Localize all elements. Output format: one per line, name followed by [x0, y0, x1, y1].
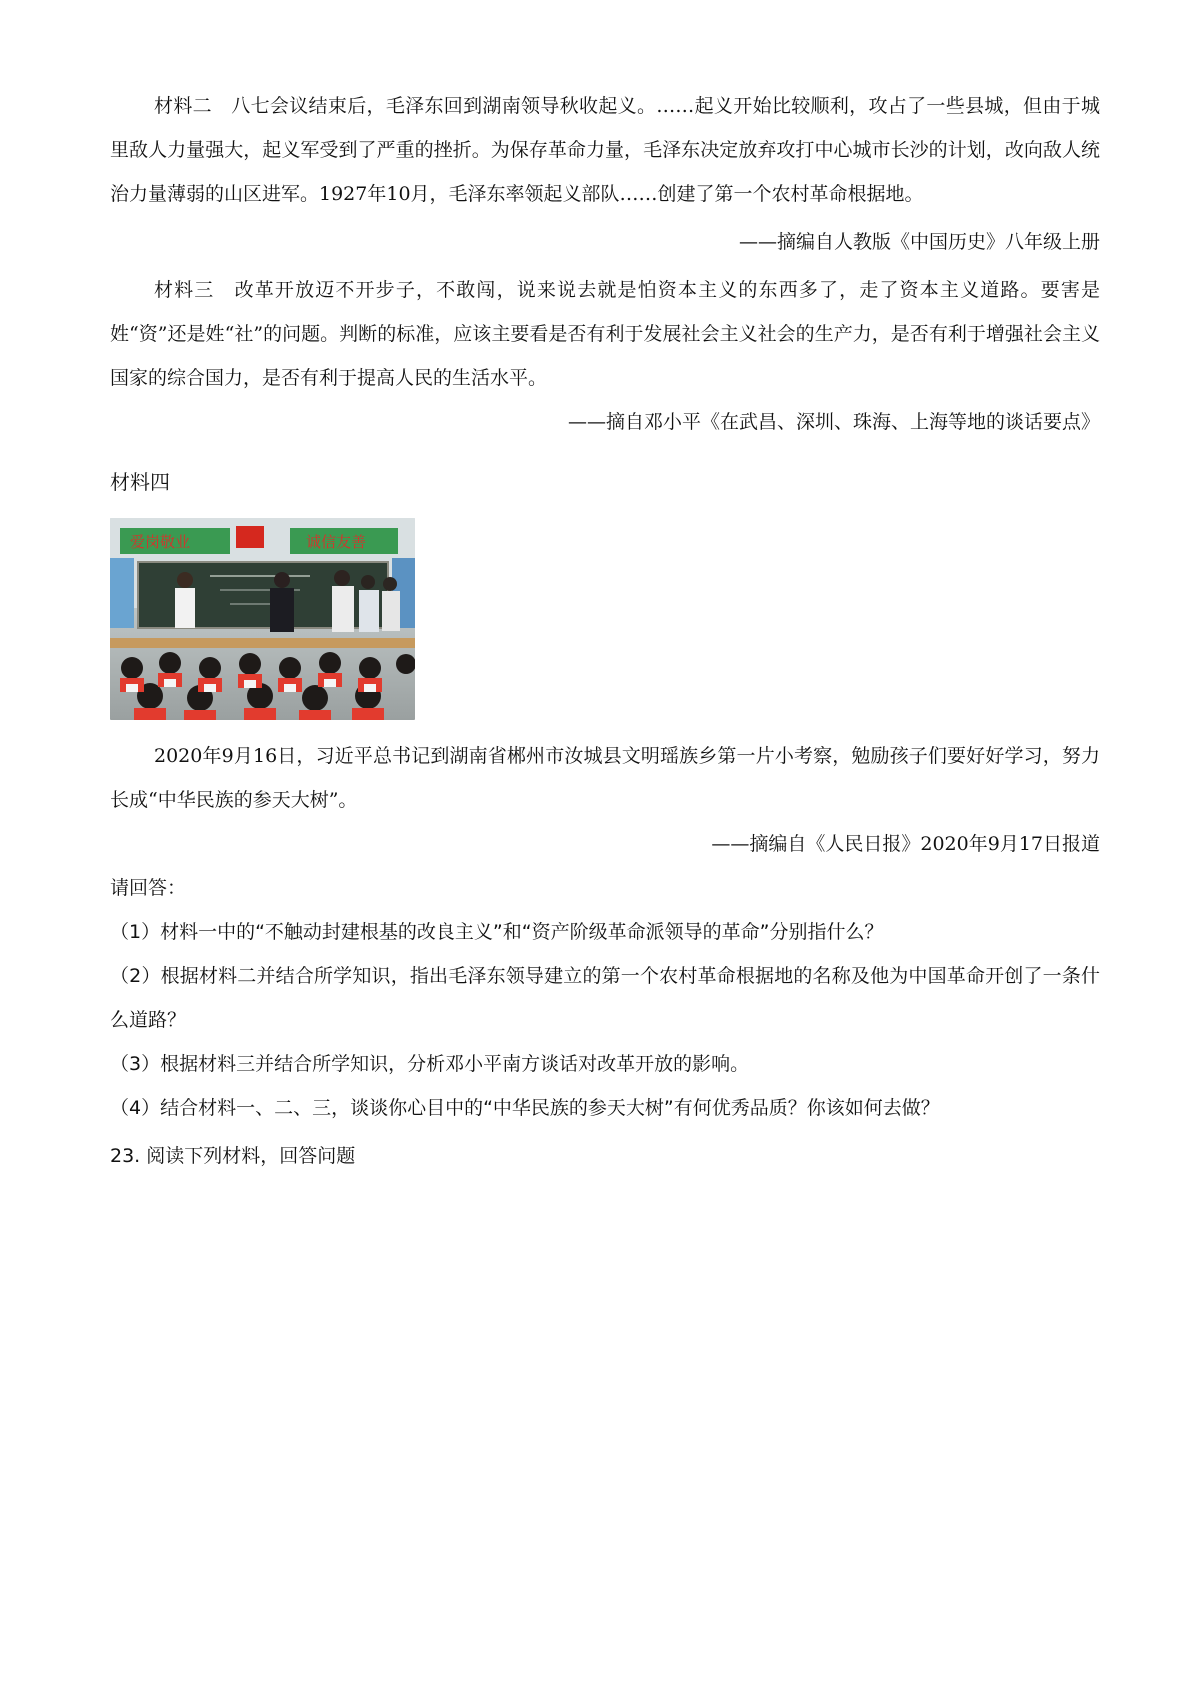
- material-4-source: ——摘编自《人民日报》2020年9月17日报道: [711, 833, 1100, 855]
- questions-prompt: 请回答：: [110, 877, 187, 899]
- question-item-1: （1）材料一中的“不触动封建根基的改良主义”和“资产阶级革命派领导的革命”分别指什么？: [110, 921, 884, 943]
- material-3-text: 材料三 改革开放迈不开步子，不敢闯，说来说去就是怕资本主义的东西多了，走了资本主义道路。要害是姓“资”还是姓“社”的问题。判断的标准，应该主要看是否有利于发展社会主义社会的生产力，是否有利于增强社会主义国家的综合国力，是否有利于提高人民的生活水平。: [110, 279, 1100, 389]
- material-4-text: 2020年9月16日，习近平总书记到湖南省郴州市汝城县文明瑶族乡第一片小考察，勉励孩子们要好好学习，努力长成“中华民族的参天大树”。: [110, 745, 1100, 811]
- material-2-text: 材料二 八七会议结束后，毛泽东回到湖南领导秋收起义。……起义开始比较顺利，攻占了一些县城，但由于城里敌人力量强大，起义军受到了严重的挫折。为保存革命力量，毛泽东决定放弃攻打中心城市长沙的计划，改向敌人统治力量薄弱的山区进军。1927年10月，毛泽东率领起义部队……创建了第一个农村革命根据地。: [110, 95, 1100, 205]
- next-question-title: 23. 阅读下列材料，回答问题: [110, 1145, 356, 1167]
- banner-right-text: 诚信友善: [306, 533, 367, 551]
- classroom-photo-svg: [110, 518, 415, 720]
- banner-left-text: 爱岗敬业: [130, 533, 191, 551]
- material-3: [110, 268, 1100, 444]
- document-page: [110, 0, 1100, 1178]
- question-item-2: （2）根据材料二并结合所学知识，指出毛泽东领导建立的第一个农村革命根据地的名称及他为中国革命开创了一条什么道路？: [110, 965, 1100, 1031]
- question-item-3: （3）根据材料三并结合所学知识，分析邓小平南方谈话对改革开放的影响。: [110, 1053, 750, 1075]
- question-item-4: （4）结合材料一、二、三，谈谈你心目中的“中华民族的参天大树”有何优秀品质？你该如何去做？: [110, 1097, 940, 1119]
- material-3-source: ——摘自邓小平《在武昌、深圳、珠海、上海等地的谈话要点》: [567, 411, 1100, 433]
- material-4-heading: 材料四: [110, 470, 170, 494]
- questions: [110, 866, 1100, 1178]
- material-2-source: ——摘编自人教版《中国历史》八年级上册: [738, 231, 1100, 253]
- classroom-photo-icon: [110, 518, 415, 720]
- material-2: [110, 84, 1100, 264]
- material-4: [110, 460, 1100, 866]
